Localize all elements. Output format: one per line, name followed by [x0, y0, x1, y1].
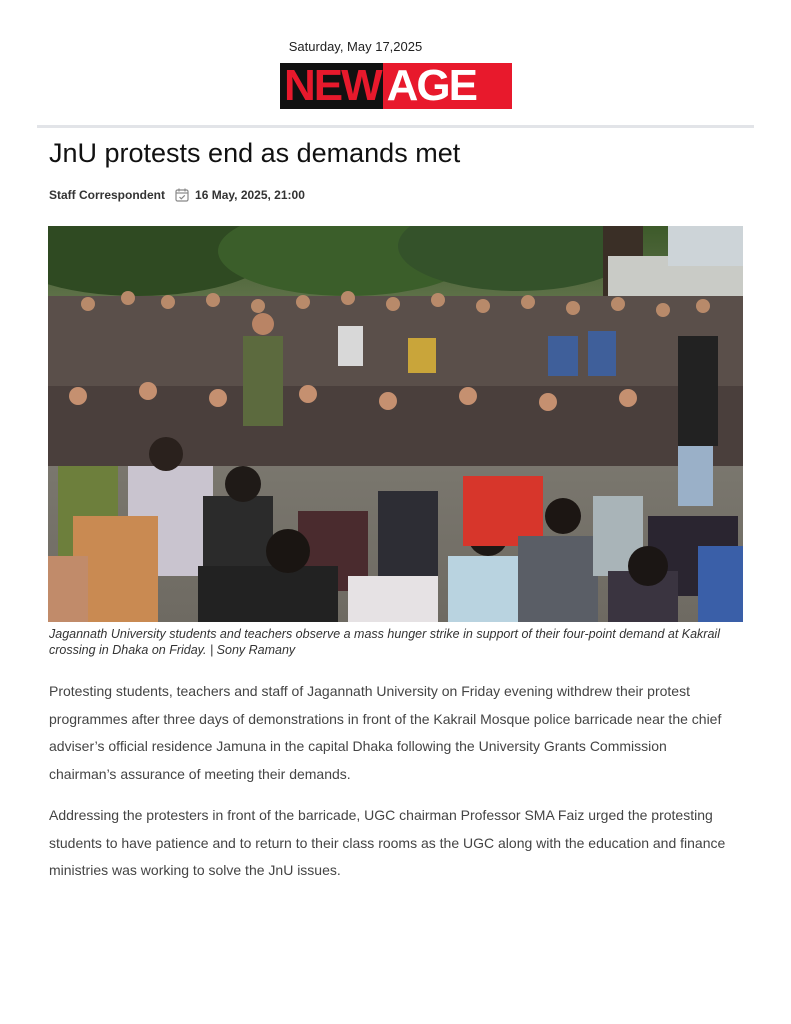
calendar-icon	[175, 188, 189, 202]
logo-age-text: AGE	[383, 63, 512, 109]
edition-date: Saturday, May 17,2025	[288, 39, 423, 54]
header-divider	[37, 125, 754, 128]
author-name[interactable]: Staff Correspondent	[49, 188, 166, 202]
newage-logo[interactable]	[280, 63, 512, 109]
byline	[49, 186, 305, 204]
article-photo	[48, 226, 743, 622]
article-headline: JnU protests end as demands met	[49, 138, 461, 168]
article-paragraph: Protesting students, teachers and staff of Jagannath University on Friday evening withdrew their protest programmes after three days of demonstrations in front of the Kakrail Mosque police barricade near the chief adviser’s official residence Jamuna in the capital Dhaka following the University Grants Commission chairman’s assurance of meeting their demands.	[49, 683, 722, 782]
publish-datetime: 16 May, 2025, 21:00	[195, 188, 305, 202]
article-paragraph: Addressing the protesters in front of the barricade, UGC chairman Professor SMA Faiz urged the protesting students to have patience and to return to their class rooms as the UGC along with the education and finance ministries was working to solve the JnU issues.	[49, 807, 726, 878]
photo-caption: Jagannath University students and teachers observe a mass hunger strike in support of their four-point demand at Kakrail crossing in Dhaka on Friday. | Sony Ramany	[49, 627, 720, 657]
logo-new-text: NEW	[280, 63, 383, 109]
